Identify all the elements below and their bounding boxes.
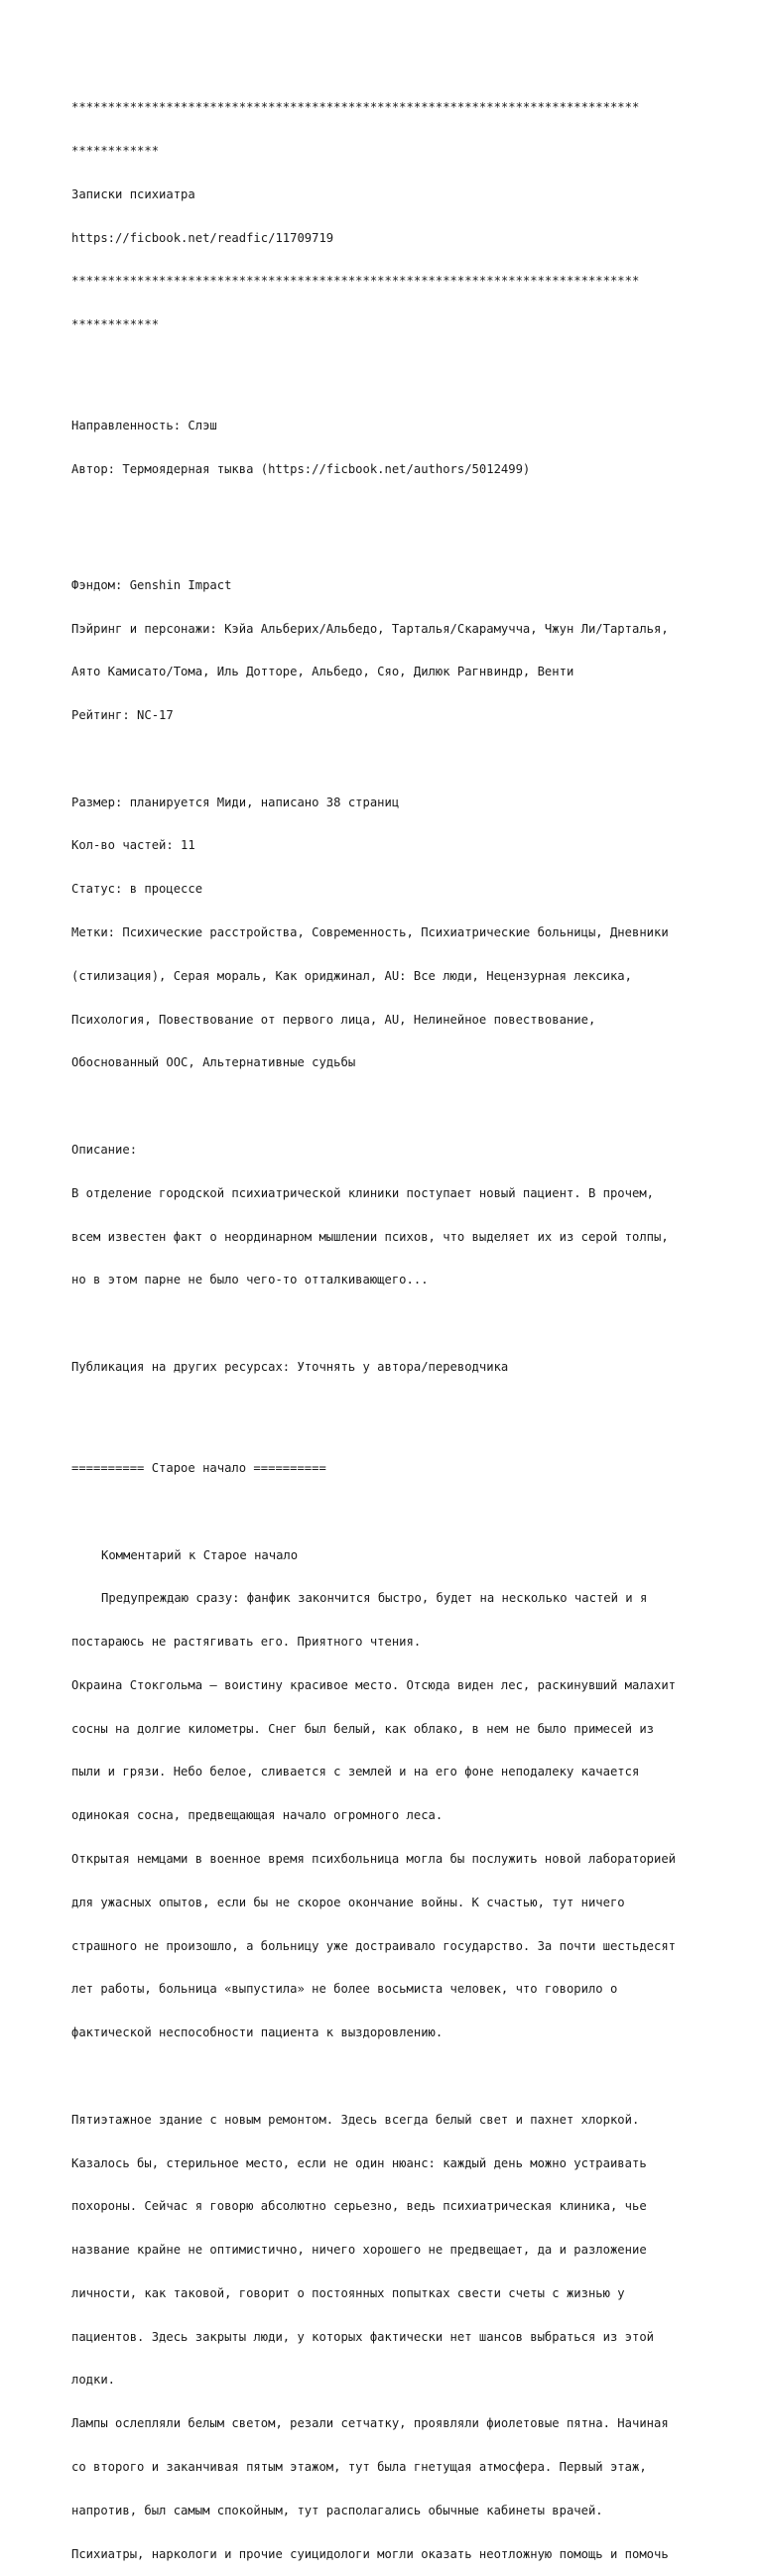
direction-field: Направленность: Слэш: [71, 419, 217, 433]
description-line: всем известен факт о неординарном мышлении психов, что выделяет их из серой толпы,: [71, 1229, 669, 1244]
body-line: страшного не произошло, а больницу уже достраивало государство. За почти шестьдесят: [71, 1938, 677, 1953]
pairing-line: Пэйринг и персонажи: Кэйа Альберих/Альбедо, Тарталья/Скарамучча, Чжун Ли/Тарталья,: [71, 621, 669, 636]
status-field: Статус: в процессе: [71, 882, 203, 897]
body-line: сосны на долгие километры. Снег был белый, как облако, в нем не было примесей из: [71, 1721, 654, 1736]
body-line: лет работы, больница «выпустила» не более восьмиста человек, что говорило о: [71, 1982, 618, 1997]
body-line: название крайне не оптимистично, ничего хорошего не предвещает, да и разложение: [71, 2243, 647, 2258]
tags-line: (стилизация), Серая мораль, Как ориджинал, AU: Все люди, Нецензурная лексика,: [71, 968, 632, 983]
comment-line: Предупреждаю сразу: фанфик закончится быстро, будет на несколько частей и я: [101, 1591, 648, 1606]
comment-line: постараюсь не растягивать его. Приятного чтения.: [71, 1635, 422, 1650]
body-line: лодки.: [71, 2373, 116, 2388]
tags-line: Психология, Повествование от первого лица, AU, Нелинейное повествование,: [71, 1012, 596, 1027]
separator-stars: ******************************************************************************: [71, 274, 640, 289]
document-page: [71, 71, 706, 2576]
separator-stars-tail: ************: [71, 143, 160, 158]
size-field: Размер: планируется Миди, написано 38 страниц: [71, 795, 400, 809]
rating-field: Рейтинг: NC-17: [71, 708, 174, 723]
separator-stars-tail: ************: [71, 317, 160, 332]
body-line: напротив, был самым спокойным, тут располагались обычные кабинеты врачей.: [71, 2503, 603, 2517]
tags-line: Метки: Психические расстройства, Современность, Психиатрические больницы, Дневники: [71, 925, 669, 940]
body-line: похороны. Сейчас я говорю абсолютно серьезно, ведь психиатрическая клиника, чье: [71, 2199, 647, 2214]
description-label: Описание:: [71, 1142, 138, 1157]
body-line: Окраина Стокгольма — воистину красивое место. Отсюда виден лес, раскинувший малахит: [71, 1677, 677, 1692]
body-line: со второго и заканчивая пятым этажом, тут была гнетущая атмосфера. Первый этаж,: [71, 2459, 647, 2474]
parts-field: Кол-во частей: 11: [71, 838, 195, 853]
body-line: Пятиэтажное здание с новым ремонтом. Здесь всегда белый свет и пахнет хлоркой.: [71, 2112, 640, 2127]
body-line: для ужасных опытов, если бы не скорое окончание войны. К счастью, тут ничего: [71, 1895, 625, 1909]
body-line: Лампы ослепляли белым светом, резали сетчатку, проявляли фиолетовые пятна. Начиная: [71, 2416, 669, 2431]
separator-stars: ******************************************************************************: [71, 100, 640, 115]
description-line: В отделение городской психиатрической клиники поступает новый пациент. В прочем,: [71, 1185, 654, 1200]
fandom-field: Фэндом: Genshin Impact: [71, 577, 232, 592]
body-line: Казалось бы, стерильное место, если не один нюанс: каждый день можно устраивать: [71, 2155, 647, 2170]
comment-title: Комментарий к Старое начало: [101, 1547, 299, 1562]
body-line: Открытая немцами в военное время психбольница могла бы послужить новой лабораторией: [71, 1852, 677, 1867]
body-line: одинокая сосна, предвещающая начало огромного леса.: [71, 1808, 444, 1823]
description-line: но в этом парне не было чего-то отталкивающего...: [71, 1273, 429, 1288]
author-field: Автор: Термоядерная тыква (https://ficbook.net/authors/5012499): [71, 462, 531, 477]
body-line: пациентов. Здесь закрыты люди, у которых фактически нет шансов выбраться из этой: [71, 2329, 654, 2344]
body-line: пыли и грязи. Небо белое, сливается с землей и на его фоне неподалеку качается: [71, 1765, 640, 1779]
work-url: https://ficbook.net/readfic/11709719: [71, 230, 334, 245]
work-title: Записки психиатра: [71, 186, 195, 201]
body-line: фактической неспособности пациента к выздоровлению.: [71, 2025, 444, 2040]
tags-line: Обоснованный ООС, Альтернативные судьбы: [71, 1055, 356, 1070]
pairing-line: Аято Камисато/Тома, Иль Дотторе, Альбедо, Сяо, Дилюк Рагнвиндр, Венти: [71, 665, 574, 679]
body-line: Психиатры, наркологи и прочие суицидологи могли оказать неотложную помощь и помочь: [71, 2546, 669, 2561]
publication-field: Публикация на других ресурсах: Уточнять у автора/переводчика: [71, 1359, 509, 1374]
body-line: личности, как таковой, говорит о постоянных попытках свести счеты с жизнью у: [71, 2285, 625, 2300]
chapter-heading: ========== Старое начало ==========: [71, 1461, 326, 1476]
